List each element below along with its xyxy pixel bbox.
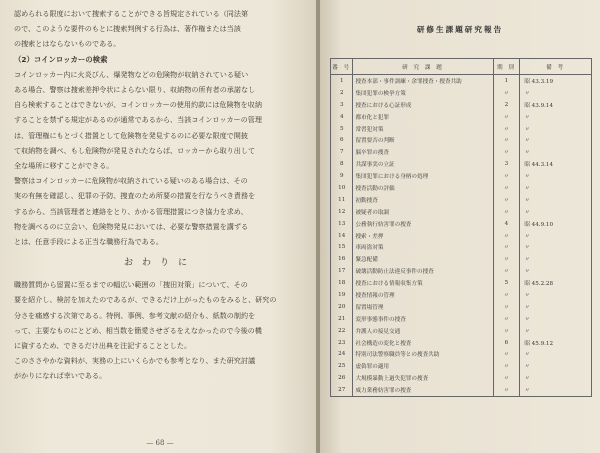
row-title: 捜査における心証形成 (353, 99, 493, 111)
row-remark: 〃 (520, 301, 592, 313)
row-number: 13 (331, 218, 353, 230)
row-number: 3 (331, 99, 353, 111)
row-number: 18 (331, 277, 353, 289)
row-term: 〃 (493, 253, 520, 265)
row-title: 捜査本部・事件訓練・余罪捜査・捜査共助 (353, 75, 493, 87)
table-row (331, 241, 592, 253)
row-number: 6 (331, 134, 353, 146)
table-header-row (331, 59, 592, 75)
row-remark: 〃 (520, 134, 592, 146)
row-remark: 〃 (520, 253, 592, 265)
text-line: て収納物を調べ、もし危険物が発見されたならば、ロッカーから取り出して (14, 145, 256, 155)
row-term: 〃 (493, 194, 520, 206)
row-remark: 〃 (520, 360, 592, 372)
row-remark: 〃 (520, 87, 592, 99)
table-row (331, 337, 592, 349)
row-title: 虚偽罪の適用 (353, 360, 493, 372)
row-remark: 〃 (520, 241, 592, 253)
table-row (331, 218, 592, 230)
row-number: 17 (331, 265, 353, 277)
row-title: 公務執行妨害罪の捜査 (353, 218, 493, 230)
row-remark: 〃 (520, 194, 592, 206)
row-title: 共謀事実の立証 (353, 158, 493, 170)
header-term: 期 別 (493, 59, 520, 75)
table-row (331, 277, 592, 289)
text-line: 実の有無を確認し、犯罪の予防、捜査のため所要の措置を行なうべき責務を (14, 191, 256, 201)
table-row (331, 182, 592, 194)
header-number: 番 号 (331, 59, 353, 75)
text-line: とは、任意手段による正当な職務行為である。 (14, 237, 163, 247)
section-paragraph (14, 67, 306, 249)
table-row (331, 253, 592, 265)
row-number: 15 (331, 241, 353, 253)
row-title: 初動捜査 (353, 194, 493, 206)
row-title: 変形事態事件の捜査 (353, 313, 493, 325)
row-title: 捜査活動の評価 (353, 182, 493, 194)
row-remark: 〃 (520, 111, 592, 123)
row-title: 威力業務妨害罪の捜査 (353, 384, 493, 396)
row-remark: 〃 (520, 146, 592, 158)
row-term: 〃 (493, 289, 520, 301)
row-remark: 〃 (520, 348, 592, 360)
row-term: 4 (493, 218, 520, 230)
row-number: 9 (331, 170, 353, 182)
row-term: 〃 (493, 265, 520, 277)
row-remark: 〃 (520, 230, 592, 242)
table-row (331, 146, 592, 158)
header-remark: 備 考 (520, 59, 592, 75)
row-term: 5 (493, 277, 520, 289)
row-number: 19 (331, 289, 353, 301)
header-title: 研 究 課 題 (353, 59, 493, 75)
row-remark: 〃 (520, 123, 592, 135)
row-number: 2 (331, 87, 353, 99)
text-line: することを禁ずる規定があるのが通常であるから、当該コインロッカーの管理 (14, 115, 262, 125)
row-remark: 昭 43.3.19 (520, 75, 592, 87)
conclusion-paragraph (14, 277, 306, 383)
row-term: 〃 (493, 372, 520, 384)
row-term: 〃 (493, 230, 520, 242)
table-row (331, 123, 592, 135)
text-line: がかりになれば幸いである。 (14, 371, 107, 381)
text-line: ある場合、警察は捜索差押令状によらない限り、収納物の所有者の承諾なし (14, 85, 256, 95)
row-remark: 昭 45.2.28 (520, 277, 592, 289)
table-row (331, 313, 592, 325)
text-line: 認められる限度において捜索することができる旨規定されている（同法第 (14, 9, 249, 18)
row-title: 常習犯対策 (353, 123, 493, 135)
row-title: 被疑者の取調 (353, 206, 493, 218)
text-line: ので、このような要件のもとに捜索判例する行為は、著作権または当該 (14, 24, 241, 34)
row-number: 22 (331, 325, 353, 337)
text-line: するから、当該管理者と連絡をとり、かかる管理措置につき協力を求め、 (14, 206, 248, 216)
row-number: 5 (331, 123, 353, 135)
row-remark: 〃 (520, 182, 592, 194)
row-number: 16 (331, 253, 353, 265)
section-heading: （2）コインロッカーの検索 (14, 54, 108, 64)
row-term: 2 (493, 99, 520, 111)
text-line: コインロッカー内に火炎びん、爆発物などの危険物が収納されている疑い (14, 69, 249, 79)
text-line: 自ら検索することはできないが、コインロッカーの使用約款には危険物を収納 (14, 100, 262, 110)
table-row (331, 230, 592, 242)
row-number: 27 (331, 384, 353, 396)
row-number: 10 (331, 182, 353, 194)
conclusion-heading: おわりに (123, 258, 196, 269)
right-page (320, 0, 600, 453)
row-term: 〃 (493, 134, 520, 146)
row-term: 〃 (493, 87, 520, 99)
text-line: 職務質問から留置に至るまでの幅広い範囲の「捜田対策」について、その (14, 280, 248, 290)
row-number: 23 (331, 337, 353, 349)
row-number: 11 (331, 194, 353, 206)
row-number: 26 (331, 372, 353, 384)
row-title: 捜査情報の管理 (353, 289, 493, 301)
row-term: 〃 (493, 325, 520, 337)
row-remark: 〃 (520, 325, 592, 337)
text-line: に資するため、できるだけ出典を注記することとした。 (14, 341, 192, 351)
row-number: 12 (331, 206, 353, 218)
text-line: 物を調べるのに立会い、危険物発見においては、必要な警察措置を講ずる (14, 221, 249, 231)
row-remark: 〃 (520, 313, 592, 325)
text-line: は、管理権にもとづく措置として危険物を発見するのに必要な限度で開披 (14, 130, 248, 140)
table-row (331, 75, 592, 87)
row-number: 21 (331, 313, 353, 325)
row-title: 捜索・差押 (353, 230, 493, 242)
row-term: 3 (493, 158, 520, 170)
table-row (331, 289, 592, 301)
row-remark: 昭 44.9.10 (520, 218, 592, 230)
text-line: の捜索とはならないものである。 (14, 39, 121, 49)
row-remark: 〃 (520, 206, 592, 218)
intro-paragraph (14, 6, 306, 52)
table-row (331, 384, 592, 396)
row-remark: 〃 (520, 170, 592, 182)
text-line: 分さを痛感する次第である。特例、事例、参考文献の紹介も、紙数の制約を (14, 310, 256, 320)
row-title: 留置場管理 (353, 301, 493, 313)
text-line: 全な場所に移すことができる。 (14, 161, 114, 171)
text-line: このささやかな資料が、実務の上にいくらかでも参考となり、また研究討議 (14, 356, 256, 366)
table-row (331, 206, 592, 218)
row-title: 特別司法警察職員等との捜査共助 (353, 348, 493, 360)
row-term: 〃 (493, 384, 520, 396)
table-row (331, 301, 592, 313)
row-term: 〃 (493, 348, 520, 360)
table-row (331, 111, 592, 123)
row-number: 8 (331, 158, 353, 170)
row-title: 緊急配備 (353, 253, 493, 265)
row-number: 7 (331, 146, 353, 158)
report-table (330, 58, 592, 397)
row-remark: 昭 45.9.12 (520, 337, 592, 349)
table-row (331, 158, 592, 170)
row-term: 〃 (493, 313, 520, 325)
row-title: 集団犯罪における身柄の処理 (353, 170, 493, 182)
row-title: 社会構造の変化と捜査 (353, 337, 493, 349)
row-title: 弁護人の接見交通 (353, 325, 493, 337)
table-row (331, 194, 592, 206)
row-term: 6 (493, 337, 520, 349)
row-title: 車両盗対策 (353, 241, 493, 253)
table-row (331, 170, 592, 182)
table-row (331, 360, 592, 372)
row-term: 〃 (493, 111, 520, 123)
page-number: — 68 — (146, 439, 174, 447)
row-title: 脳卒罪の捜査 (353, 146, 493, 158)
table-row (331, 372, 592, 384)
row-remark: 〃 (520, 372, 592, 384)
text-line: 警察はコインロッカーに危険物が収納されている疑いのある場合は、その (14, 176, 248, 186)
row-remark: 〃 (520, 265, 592, 277)
row-term: 〃 (493, 146, 520, 158)
text-line: 要を紹介し、検討を加えたのであるが、できるだけ上がったものをみると、研究の (14, 295, 277, 305)
row-number: 14 (331, 230, 353, 242)
text-line: って、主要なものにとどめ、相当数を簡愛させざるをえなかったので今後の機 (14, 325, 262, 335)
row-remark: 昭 43.9.14 (520, 99, 592, 111)
row-number: 25 (331, 360, 353, 372)
row-term: 〃 (493, 182, 520, 194)
table-row (331, 134, 592, 146)
row-term: 1 (493, 75, 520, 87)
row-title: 都市化と犯罪 (353, 111, 493, 123)
row-term: 〃 (493, 123, 520, 135)
row-term: 〃 (493, 206, 520, 218)
row-number: 24 (331, 348, 353, 360)
row-number: 1 (331, 75, 353, 87)
row-remark: 昭 44.3.14 (520, 158, 592, 170)
row-term: 〃 (493, 360, 520, 372)
row-number: 20 (331, 301, 353, 313)
row-term: 〃 (493, 241, 520, 253)
row-remark: 〃 (520, 384, 592, 396)
row-term: 〃 (493, 301, 520, 313)
row-title: 破壊活動防止法違反事件の捜査 (353, 265, 493, 277)
table-row (331, 348, 592, 360)
table-row (331, 265, 592, 277)
table-row (331, 325, 592, 337)
row-title: 集団犯罪の検挙方策 (353, 87, 493, 99)
row-remark: 〃 (520, 289, 592, 301)
table-row (331, 99, 592, 111)
table-row (331, 87, 592, 99)
row-title: 留置要否の判断 (353, 134, 493, 146)
report-title: 研修生課題研究報告 (416, 25, 504, 34)
left-page-text (14, 6, 306, 384)
row-term: 〃 (493, 170, 520, 182)
row-number: 4 (331, 111, 353, 123)
row-title: 大規模暴動上過失犯罪の捜査 (353, 372, 493, 384)
row-title: 捜査における情報収集方策 (353, 277, 493, 289)
